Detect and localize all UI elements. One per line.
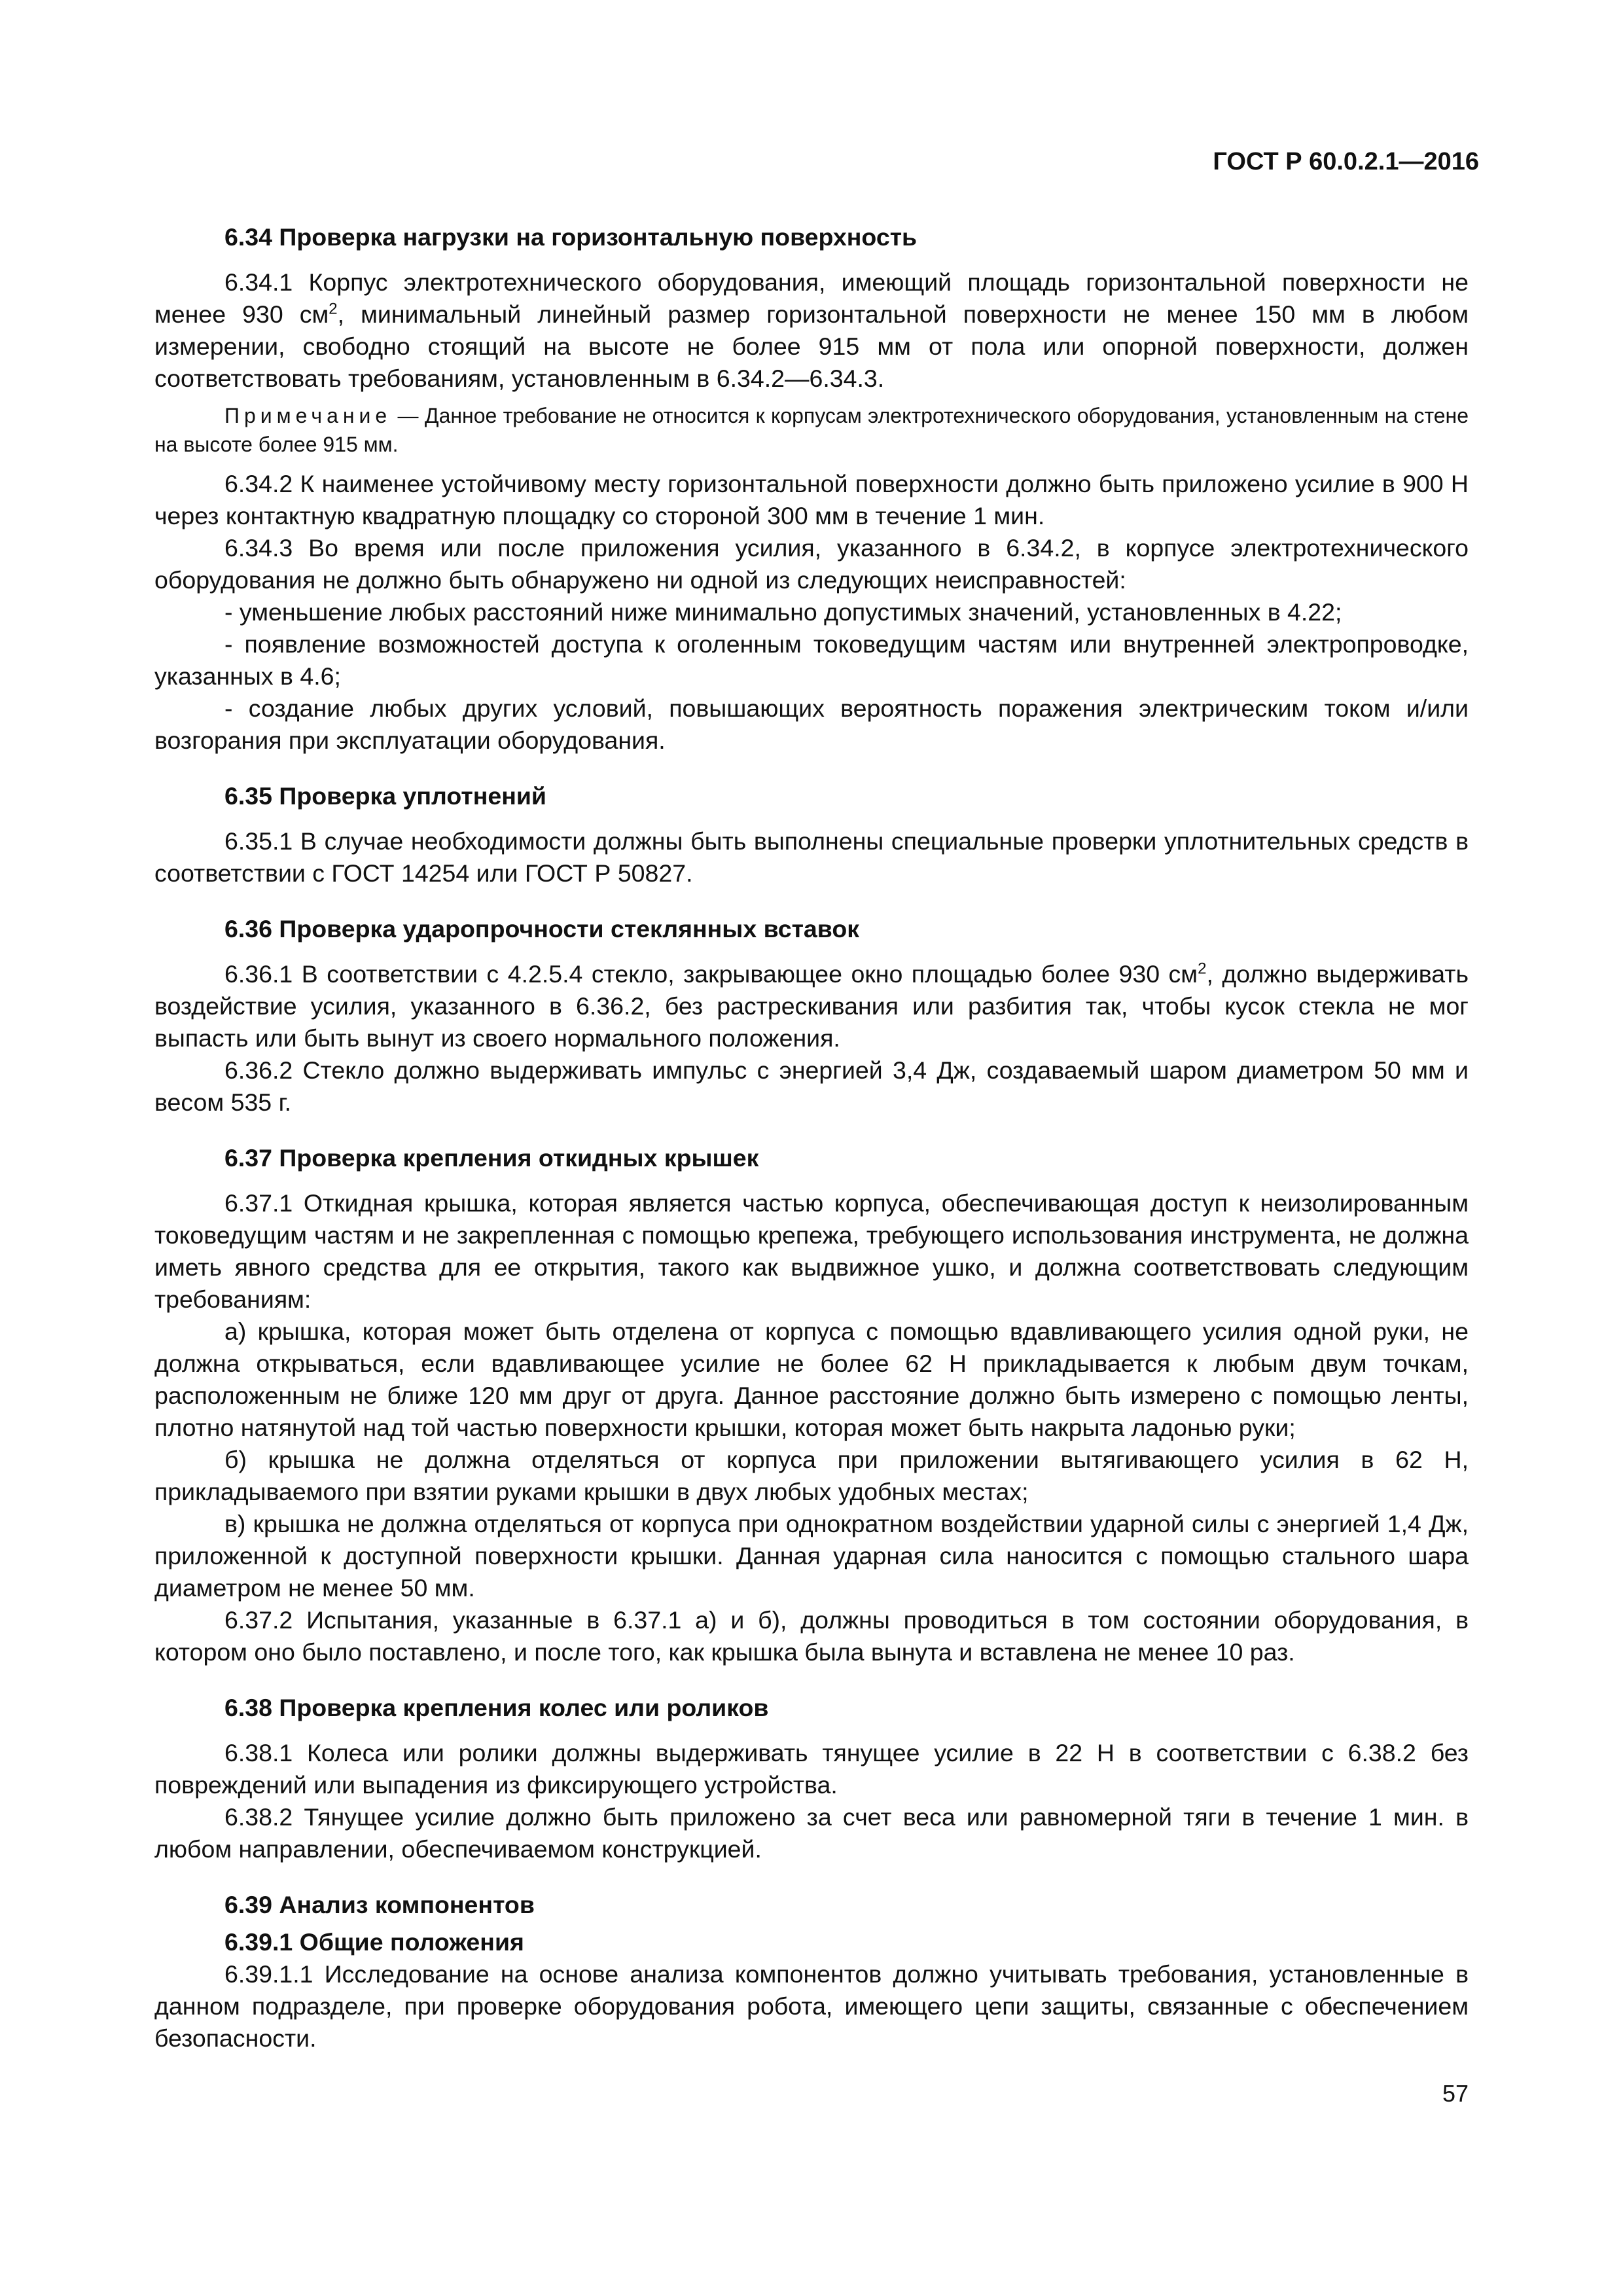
paragraph-6-37-1: 6.37.1 Откидная крышка, которая является частью корпуса, обеспечивающая доступ к неизолированным токоведущим частям и не закрепленная с помощью крепежа, требующего использования инструмента, не должна иметь явного средства для ее открытия, такого как выдвижное ушко, и должна соответствовать следующим требованиям: — [154, 1189, 1469, 1313]
section-heading-6-37: 6.37 Проверка крепления откидных крышек — [224, 1144, 759, 1172]
section-heading-6-38: 6.38 Проверка крепления колес или роликов — [224, 1694, 769, 1721]
paragraph-6-39-1-1: 6.39.1.1 Исследование на основе анализа компонентов должно учитывать требования, установленные в данном подразделе, при проверке оборудования робота, имеющего цепи защиты, связанные с обеспечением безопасности. — [154, 1960, 1469, 2052]
paragraph-6-38-1: 6.38.1 Колеса или ролики должны выдерживать тянущее усилие в 22 Н в соответствии с 6.38.2 без повреждений или выпадения из фиксирующего устройства. — [154, 1739, 1469, 1799]
section-heading-6-36: 6.36 Проверка ударопрочности стеклянных вставок — [224, 915, 860, 942]
list-item-c: в) крышка не должна отделяться от корпуса при однократном воздействии ударной силы с энергией 1,4 Дж, приложенной к доступной поверхности крышки. Данная ударная сила наносится с помощью стального шара диаметром не менее 50 мм. — [154, 1510, 1469, 1602]
list-item: - создание любых других условий, повышающих вероятность поражения электрическим током и/или возгорания при эксплуатации оборудования. — [154, 694, 1469, 754]
superscript: 2 — [1198, 960, 1207, 978]
list-item: - уменьшение любых расстояний ниже минимально допустимых значений, установленных в 4.22; — [224, 598, 1342, 626]
section-heading-6-35: 6.35 Проверка уплотнений — [224, 782, 546, 810]
paragraph-6-36-2: 6.36.2 Стекло должно выдерживать импульс с энергией 3,4 Дж, создаваемый шаром диаметром 50 мм и весом 535 г. — [154, 1056, 1469, 1116]
page-content — [154, 221, 1469, 2054]
superscript: 2 — [329, 300, 338, 318]
list-item: - появление возможностей доступа к оголенным токоведущим частям или внутренней электропроводке, указанных в 4.6; — [154, 630, 1469, 690]
paragraph-6-34-1 — [154, 266, 1469, 395]
paragraph-6-34-3: 6.34.3 Во время или после приложения усилия, указанного в 6.34.2, в корпусе электротехнического оборудования не должно быть обнаружено ни одной из следующих неисправностей: — [154, 534, 1469, 594]
document-code: ГОСТ Р 60.0.2.1—2016 — [1213, 148, 1479, 175]
note-label: Примечание — [224, 404, 392, 427]
list-item-a: а) крышка, которая может быть отделена от корпуса с помощью вдавливающего усилия одной руки, не должна открываться, если вдавливающее усилие не более 62 Н прикладывается к любым двум точкам, расположенным не ближе 120 мм друг от друга. Данное расстояние должно быть измерено с помощью ленты, плотно натянутой над той частью поверхности крышки, которая может быть накрыта ладонью руки; — [154, 1318, 1469, 1441]
paragraph-6-38-2: 6.38.2 Тянущее усилие должно быть приложено за счет веса или равномерной тяги в течение 1 мин. в любом направлении, обеспечиваемом конструкцией. — [154, 1803, 1469, 1863]
section-heading-6-39: 6.39 Анализ компонентов — [224, 1891, 535, 1918]
subsection-heading-6-39-1: 6.39.1 Общие положения — [224, 1928, 524, 1956]
note-paragraph — [154, 401, 1469, 459]
page-number: 57 — [1442, 2080, 1469, 2107]
list-item-b: б) крышка не должна отделяться от корпуса при приложении вытягивающего усилия в 62 Н, прикладываемого при взятии руками крышки в двух любых удобных местах; — [154, 1446, 1469, 1505]
section-heading-6-34: 6.34 Проверка нагрузки на горизонтальную поверхность — [224, 223, 918, 251]
paragraph-text: 6.34.1 Корпус электротехнического оборудования, имеющий площадь горизонтальной поверхности не менее 930 см — [154, 268, 1469, 328]
note-text: — Данное требование не относится к корпусам электротехнического оборудования, установленным на стене на высоте более 915 мм. — [154, 404, 1469, 456]
paragraph-6-34-2: 6.34.2 К наименее устойчивому месту горизонтальной поверхности должно быть приложено усилие в 900 Н через контактную квадратную площадку со стороной 300 мм в течение 1 мин. — [154, 470, 1469, 529]
paragraph-text: , минимальный линейный размер горизонтальной поверхности не менее 150 мм в любом измерении, свободно стоящий на высоте не более 915 мм от пола или опорной поверхности, должен соответствовать требованиям, установленным в 6.34.2—6.34.3. — [154, 300, 1469, 392]
paragraph-6-36-1 — [154, 958, 1469, 1054]
paragraph-text: 6.36.1 В соответствии с 4.2.5.4 стекло, закрывающее окно площадью более 930 см — [224, 960, 1198, 988]
paragraph-6-35-1: 6.35.1 В случае необходимости должны быть выполнены специальные проверки уплотнительных средств в соответствии с ГОСТ 14254 или ГОСТ Р 50827. — [154, 827, 1469, 887]
paragraph-6-37-2: 6.37.2 Испытания, указанные в 6.37.1 а) и б), должны проводиться в том состоянии оборудования, в котором оно было поставлено, и после того, как крышка была вынута и вставлена не менее 10 раз. — [154, 1606, 1469, 1666]
paragraph-text: , должно выдерживать воздействие усилия, указанного в 6.36.2, без растрескивания или разбития так, чтобы кусок стекла не мог выпасть или быть вынут из своего нормального положения. — [154, 960, 1469, 1052]
